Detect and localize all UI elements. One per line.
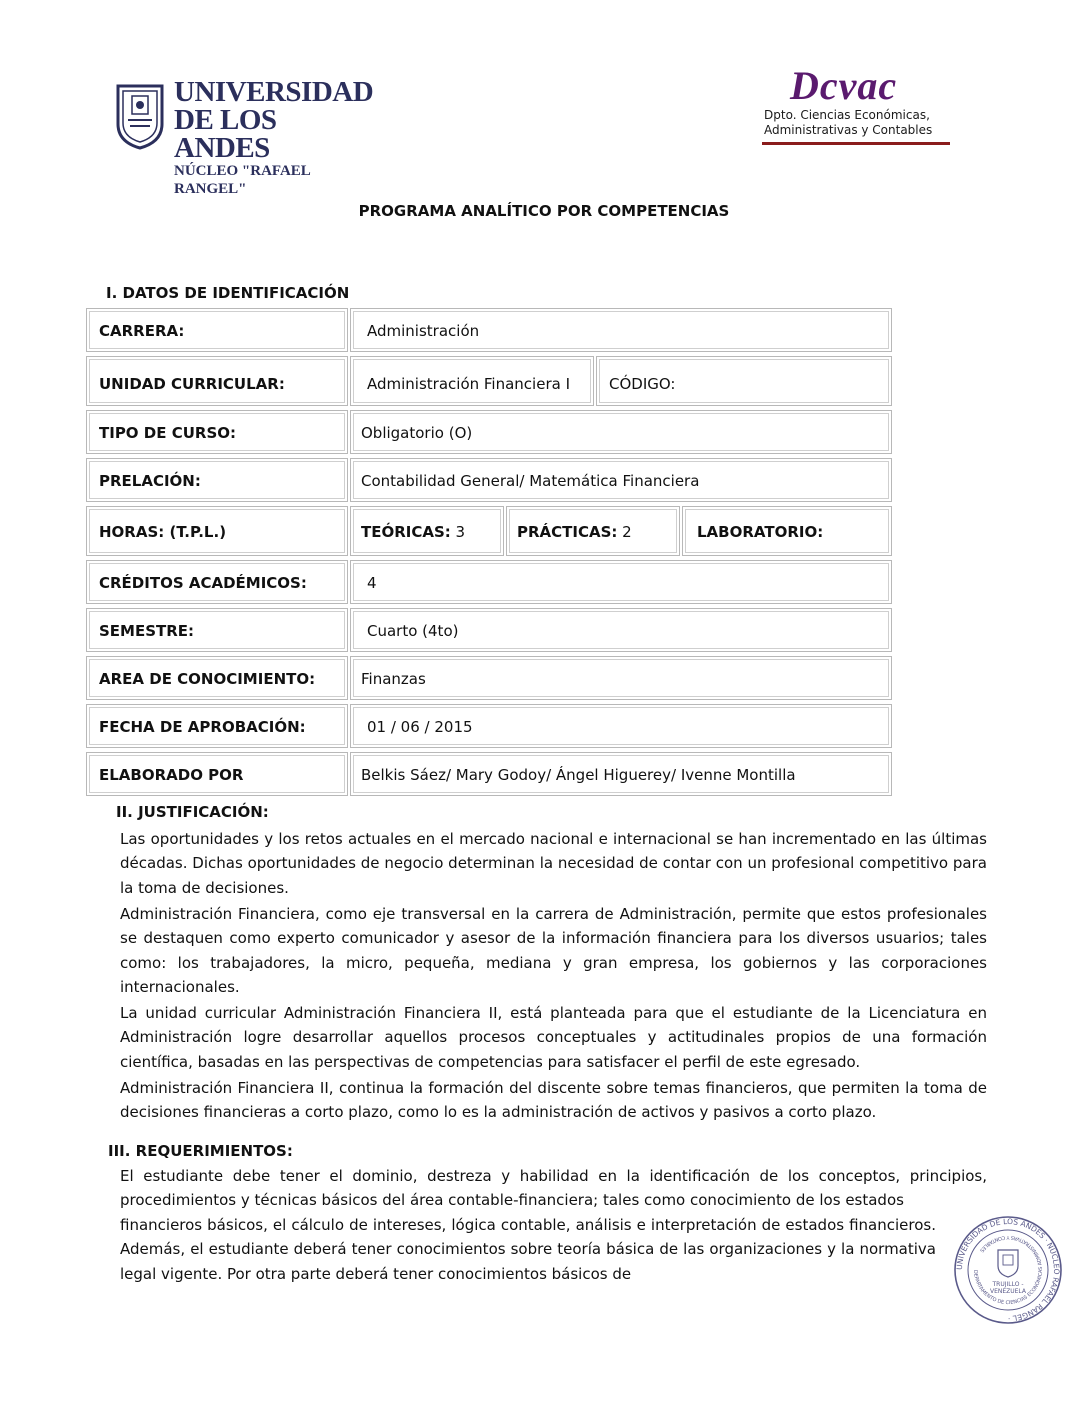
department-wordmark: Dcvac [790,63,898,108]
university-name-line2: DE LOS ANDES [174,104,277,164]
label-practicas: PRÁCTICAS: [517,523,618,541]
label-horas: HORAS: (T.P.L.) [86,506,348,556]
value-unidad-curricular: Administración Financiera I [350,356,594,406]
section-heading-identification: I. DATOS DE IDENTIFICACIÓN [106,284,350,302]
table-row-fecha [86,704,892,748]
stamp-center-line2: VENEZUELA [989,1288,1027,1295]
label-prelacion: PRELACIÓN: [86,458,348,502]
identification-table [86,308,892,800]
university-seal-icon [114,80,166,150]
label-carrera: CARRERA: [86,308,348,352]
justification-paragraph-2: Administración Financiera, como eje transversal en la carrera de Administración, permite que estos profesionales se destaquen como experto comunicador y asesor de la información financiera para los diversos usuarios; tales como: los trabajadores, la micro, pequeña, mediana y gran empresa, los gobiernos y las corporaciones internacionales. [120,905,987,997]
stamp-crest-icon [998,1250,1018,1277]
value-area: Finanzas [350,656,892,700]
university-nucleus: NÚCLEO "RAFAEL RANGEL" [174,163,310,197]
requirements-paragraph-part1: El estudiante debe tener el dominio, destreza y habilidad en la identificación de los conceptos, principios, procedimientos y técnicas básicos del área contable-financiera; tales como conocimiento de los estados [120,1167,987,1210]
department-name-line1: Dpto. Ciencias Económicas, [764,108,930,122]
value-teoricas: 3 [450,523,466,541]
section-heading-requerimientos: III. REQUERIMIENTOS: [108,1142,293,1160]
value-prelacion: Contabilidad General/ Matemática Financiera [350,458,892,502]
department-underline [762,142,950,145]
label-laboratorio: LABORATORIO: [682,506,892,556]
stamp-outer-text: UNIVERSIDAD DE LOS ANDES · NÚCLEO RAFAEL RANGEL · [954,1216,1062,1324]
department-name-line2: Administrativas y Contables [764,123,933,137]
table-row-tipo [86,410,892,454]
department-stamp-icon [952,1214,1064,1326]
table-row-elaborado [86,752,892,796]
table-row-creditos [86,560,892,604]
requirements-paragraph-part2: financieros básicos, el cálculo de intereses, lógica contable, análisis e interpretación de estados financieros. Además, el estudiante deberá tener conocimientos sobre teoría básica de las organizaciones y la normativa legal vigente. Por otra parte deberá tener conocimientos básicos de [120,1216,936,1283]
value-tipo-curso: Obligatorio (O) [350,410,892,454]
label-area: AREA DE CONOCIMIENTO: [86,656,348,700]
label-unidad-curricular: UNIDAD CURRICULAR: [86,356,348,406]
value-elaborado: Belkis Sáez/ Mary Godoy/ Ángel Higuerey/ Ivenne Montilla [350,752,892,796]
table-row-semestre [86,608,892,652]
department-logo [762,64,952,148]
value-creditos: 4 [350,560,892,604]
cell-teoricas [350,506,504,556]
table-row-area [86,656,892,700]
value-carrera: Administración [350,308,892,352]
document-title: PROGRAMA ANALÍTICO POR COMPETENCIAS [358,202,730,220]
table-row-prelacion [86,458,892,502]
value-fecha: 01 / 06 / 2015 [350,704,892,748]
label-elaborado: ELABORADO POR [86,752,348,796]
value-practicas: 2 [617,523,632,541]
table-row-horas [86,506,892,556]
label-fecha: FECHA DE APROBACIÓN: [86,704,348,748]
justification-paragraph-3: La unidad curricular Administración Financiera II, está planteada para que el estudiante de la Licenciatura en Administración logre desarrollar aquellos procesos conceptuales y actitudinales propios de una formación científica, basadas en las perspectivas de competencias para satisfacer el perfil de este egresado. [120,1004,987,1071]
label-codigo: CÓDIGO: [596,356,892,406]
label-tipo-curso: TIPO DE CURSO: [86,410,348,454]
justification-paragraph-4: Administración Financiera II, continua la formación del discente sobre temas financieros, que permiten la toma de decisiones financieras a corto plazo, como lo es la administración de activos y pasivos a corto plazo. [120,1079,987,1122]
university-name-line1: UNIVERSIDAD [174,76,374,108]
stamp-inner-text: DEPARTAMENTO DE CIENCIAS ECONÓMICAS ADMINISTRATIVAS Y CONTABLES [971,1233,1045,1307]
label-teoricas: TEÓRICAS: [361,523,451,541]
value-semestre: Cuarto (4to) [350,608,892,652]
cell-practicas [506,506,680,556]
justification-paragraph-1: Las oportunidades y los retos actuales en el mercado nacional e internacional se han incrementado en las últimas décadas. Dichas oportunidades de negocio determinan la necesidad de contar con un profesional competitivo para la toma de decisiones. [120,830,987,897]
section-heading-justificacion: II. JUSTIFICACIÓN: [116,803,269,821]
label-creditos: CRÉDITOS ACADÉMICOS: [86,560,348,604]
table-row-carrera [86,308,892,352]
table-row-unidad [86,356,892,406]
label-semestre: SEMESTRE: [86,608,348,652]
stamp-center-line1: TRUJILLO - [992,1281,1024,1288]
university-logo [114,76,374,197]
